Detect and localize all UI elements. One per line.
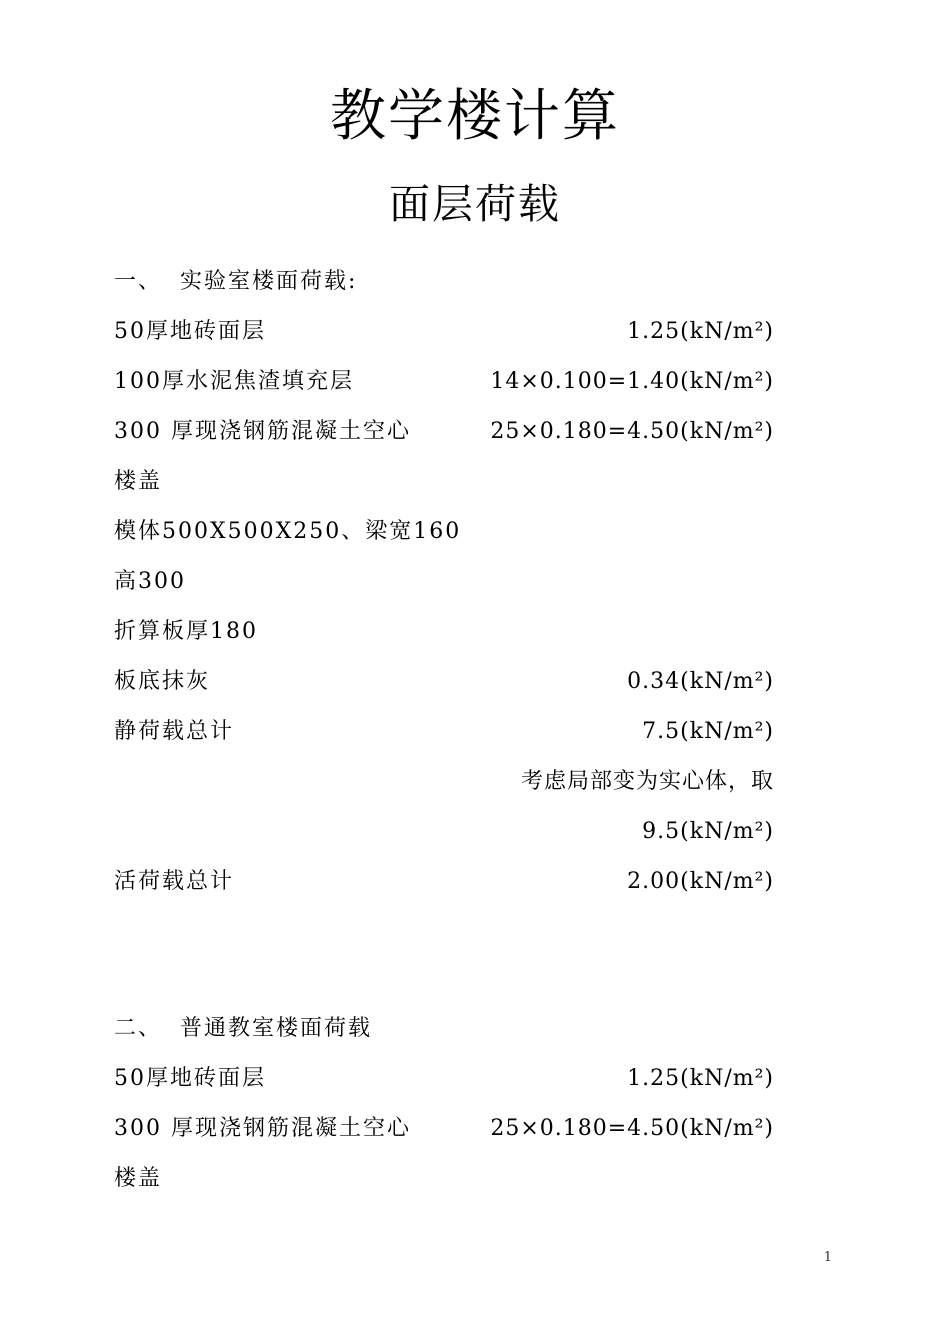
load-item-value: 25×0.180=4.50(kN/m²) — [490, 419, 774, 444]
section-number: 二、 — [114, 1016, 163, 1041]
load-row — [114, 1063, 774, 1095]
load-item-label: 静荷载总计 — [114, 719, 235, 744]
load-item-label: 模体500X500X250、梁宽160 — [114, 519, 462, 544]
load-item-label: 楼盖 — [114, 1166, 163, 1191]
load-item-value: 1.25(kN/m²) — [627, 1066, 774, 1091]
load-item-label: 300 厚现浇钢筋混凝土空心 — [114, 419, 411, 444]
load-row — [114, 866, 774, 898]
load-item-label: 板底抹灰 — [114, 669, 211, 694]
load-row — [114, 516, 774, 548]
load-item-label: 活荷载总计 — [114, 869, 235, 894]
load-row — [114, 566, 774, 598]
load-item-label: 折算板厚180 — [114, 619, 258, 644]
load-row — [114, 416, 774, 448]
section-title: 普通教室楼面荷载 — [180, 1016, 373, 1041]
load-row — [114, 316, 774, 348]
load-row — [114, 616, 774, 648]
load-row — [114, 816, 774, 848]
section-heading-2 — [114, 1013, 774, 1045]
load-item-value: 7.5(kN/m²) — [642, 719, 774, 744]
load-item-value: 2.00(kN/m²) — [627, 869, 774, 894]
document-title: 教学楼计算 — [330, 84, 620, 149]
load-item-label: 50厚地砖面层 — [114, 319, 266, 344]
load-item-value: 25×0.180=4.50(kN/m²) — [490, 1116, 774, 1141]
page-number: 1 — [823, 1250, 832, 1265]
load-row — [114, 766, 774, 798]
load-item-note: 考虑局部变为实心体，取 — [520, 769, 774, 794]
load-item-value: 14×0.100=1.40(kN/m²) — [490, 369, 774, 394]
load-row — [114, 466, 774, 498]
load-item-value: 1.25(kN/m²) — [627, 319, 774, 344]
load-row — [114, 1163, 774, 1195]
load-row — [114, 1113, 774, 1145]
document-subtitle: 面层荷载 — [389, 180, 561, 228]
load-item-label: 高300 — [114, 569, 186, 594]
load-row — [114, 716, 774, 748]
section-title: 实验室楼面荷载: — [180, 269, 358, 294]
section-number: 一、 — [114, 269, 163, 294]
section-heading-1 — [114, 266, 774, 298]
load-item-value: 9.5(kN/m²) — [642, 819, 774, 844]
load-item-value: 0.34(kN/m²) — [627, 669, 774, 694]
load-row — [114, 366, 774, 398]
load-item-label: 楼盖 — [114, 469, 163, 494]
load-row — [114, 666, 774, 698]
load-item-label: 300 厚现浇钢筋混凝土空心 — [114, 1116, 411, 1141]
load-item-label: 100厚水泥焦渣填充层 — [114, 369, 354, 394]
load-item-label: 50厚地砖面层 — [114, 1066, 266, 1091]
